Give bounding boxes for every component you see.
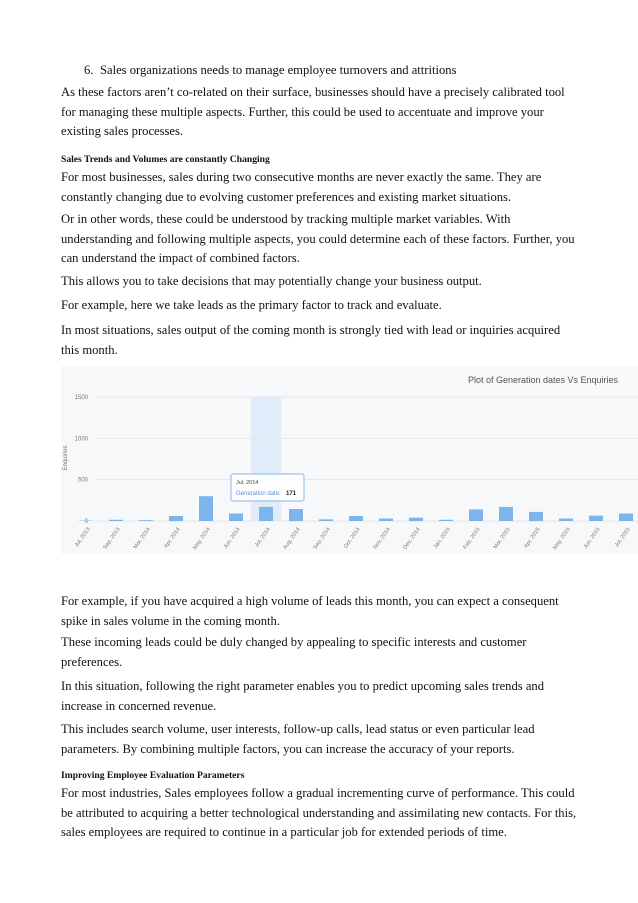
chart-x-tick-label: Jul, 2014 — [253, 526, 272, 549]
chart-bar — [169, 516, 183, 521]
list-item-number: 6. — [84, 63, 94, 77]
chart-x-tick-label: Sep, 2013 — [102, 526, 122, 551]
chart-bar — [439, 520, 453, 521]
chart-bar — [319, 519, 333, 521]
chart-x-tick-label: Jun, 2014 — [222, 526, 242, 550]
chart-bar — [349, 516, 363, 521]
paragraph-consecutive-months: For most businesses, sales during two consecutive months are never exactly the same. They are constantly changing due to evolving customer preferences and existing market situations. — [61, 170, 542, 204]
chart-bar — [499, 507, 513, 521]
chart-bar — [529, 512, 543, 521]
chart-bar — [259, 507, 273, 521]
chart-y-tick-label: 1500 — [74, 395, 88, 401]
chart-x-tick-label: Mar, 2014 — [132, 526, 152, 551]
chart-bar — [199, 496, 213, 521]
chart-x-tick-label: Dec, 2014 — [402, 526, 422, 551]
chart-x-tick-label: Nov, 2014 — [372, 526, 392, 551]
chart-bar — [589, 516, 603, 521]
chart-x-tick-label: Aug, 2014 — [282, 526, 302, 551]
enquiries-chart — [61, 366, 638, 554]
chart-y-tick-label: 500 — [77, 477, 88, 484]
paragraph-decisions: This allows you to take decisions that may potentially change your business output. — [61, 274, 482, 288]
chart-y-tick-label: 1000 — [74, 436, 88, 443]
heading-sales-trends: Sales Trends and Volumes are constantly Changing — [61, 154, 270, 165]
paragraph-incoming-leads: These incoming leads could be duly changed by appealing to specific interests and customer preferences. — [61, 635, 527, 669]
paragraph-employee-performance: For most industries, Sales employees follow a gradual incrementing curve of performance. This could be attributed to acquiring a better technological understanding and assimilating new contacts. For this, sales employees are required to continue in a particular job for extended periods of time. — [61, 786, 577, 839]
chart-x-tick-label: Sep, 2014 — [312, 526, 332, 551]
chart-bar — [379, 519, 393, 521]
paragraph-search-volume: This includes search volume, user interests, follow-up calls, lead status or even particular lead parameters. By combining multiple factors, you can increase the accuracy of your reports. — [61, 722, 535, 756]
heading-employee-evaluation: Improving Employee Evaluation Parameters — [61, 770, 245, 781]
chart-x-tick-label: Jul, 2013 — [73, 526, 92, 549]
chart-bar — [559, 519, 573, 521]
list-item-6 — [84, 61, 457, 80]
chart-x-tick-label: Jul, 2015 — [613, 526, 632, 549]
paragraph-leads-example: For example, here we take leads as the primary factor to track and evaluate. — [61, 298, 442, 312]
chart-bar — [139, 520, 153, 521]
chart-tooltip-value: 171 — [286, 491, 297, 497]
list-item-text: Sales organizations needs to manage employee turnovers and attritions — [100, 63, 457, 77]
chart-bar — [109, 520, 123, 521]
paragraph-market-variables: Or in other words, these could be understood by tracking multiple market variables. With understanding and following multiple aspects, you could determine each of these factors. Further, you can understand the impact of combined factors. — [61, 212, 575, 265]
chart-bar — [619, 514, 633, 521]
paragraph-high-volume: For example, if you have acquired a high volume of leads this month, you can expect a consequent spike in sales volume in the coming month. — [61, 594, 559, 628]
chart-bar — [289, 509, 303, 521]
chart-tooltip-label: Generation date: — [236, 491, 281, 497]
chart-highlight-band — [251, 397, 281, 521]
chart-x-tick-label: Mar, 2015 — [492, 526, 512, 551]
chart-x-tick-label: Feb, 2015 — [462, 526, 482, 551]
enquiries-chart-svg — [61, 366, 638, 554]
chart-bar — [469, 509, 483, 521]
paragraph-factors: As these factors aren’t co-related on their surface, businesses should have a precisely calibrated tool for managing these multiple aspects. Further, this could be used to accentuate and improve your existing sales processes. — [61, 85, 565, 138]
chart-bar — [409, 518, 423, 521]
chart-x-tick-label: Jan, 2015 — [432, 526, 452, 550]
paragraph-right-parameter: In this situation, following the right parameter enables you to predict upcoming sales trends and increase in concerned revenue. — [61, 679, 544, 713]
paragraph-sales-output: In most situations, sales output of the coming month is strongly tied with lead or inquiries acquired this month. — [61, 323, 561, 357]
chart-bar — [229, 514, 243, 521]
chart-y-tick-label: 0 — [84, 519, 88, 525]
chart-x-tick-label: May, 2015 — [552, 526, 572, 551]
chart-x-tick-label: May, 2014 — [192, 526, 212, 551]
chart-title: Plot of Generation dates Vs Enquiries — [467, 375, 619, 385]
chart-x-tick-label: Oct, 2014 — [343, 526, 362, 550]
chart-x-tick-label: Jun, 2015 — [582, 526, 602, 550]
chart-x-tick-label: Apr, 2015 — [523, 526, 542, 550]
chart-tooltip-title: Jul, 2014 — [236, 480, 259, 486]
chart-y-axis-label: Enquiries — [63, 445, 69, 471]
chart-x-tick-label: Apr, 2014 — [163, 526, 182, 550]
